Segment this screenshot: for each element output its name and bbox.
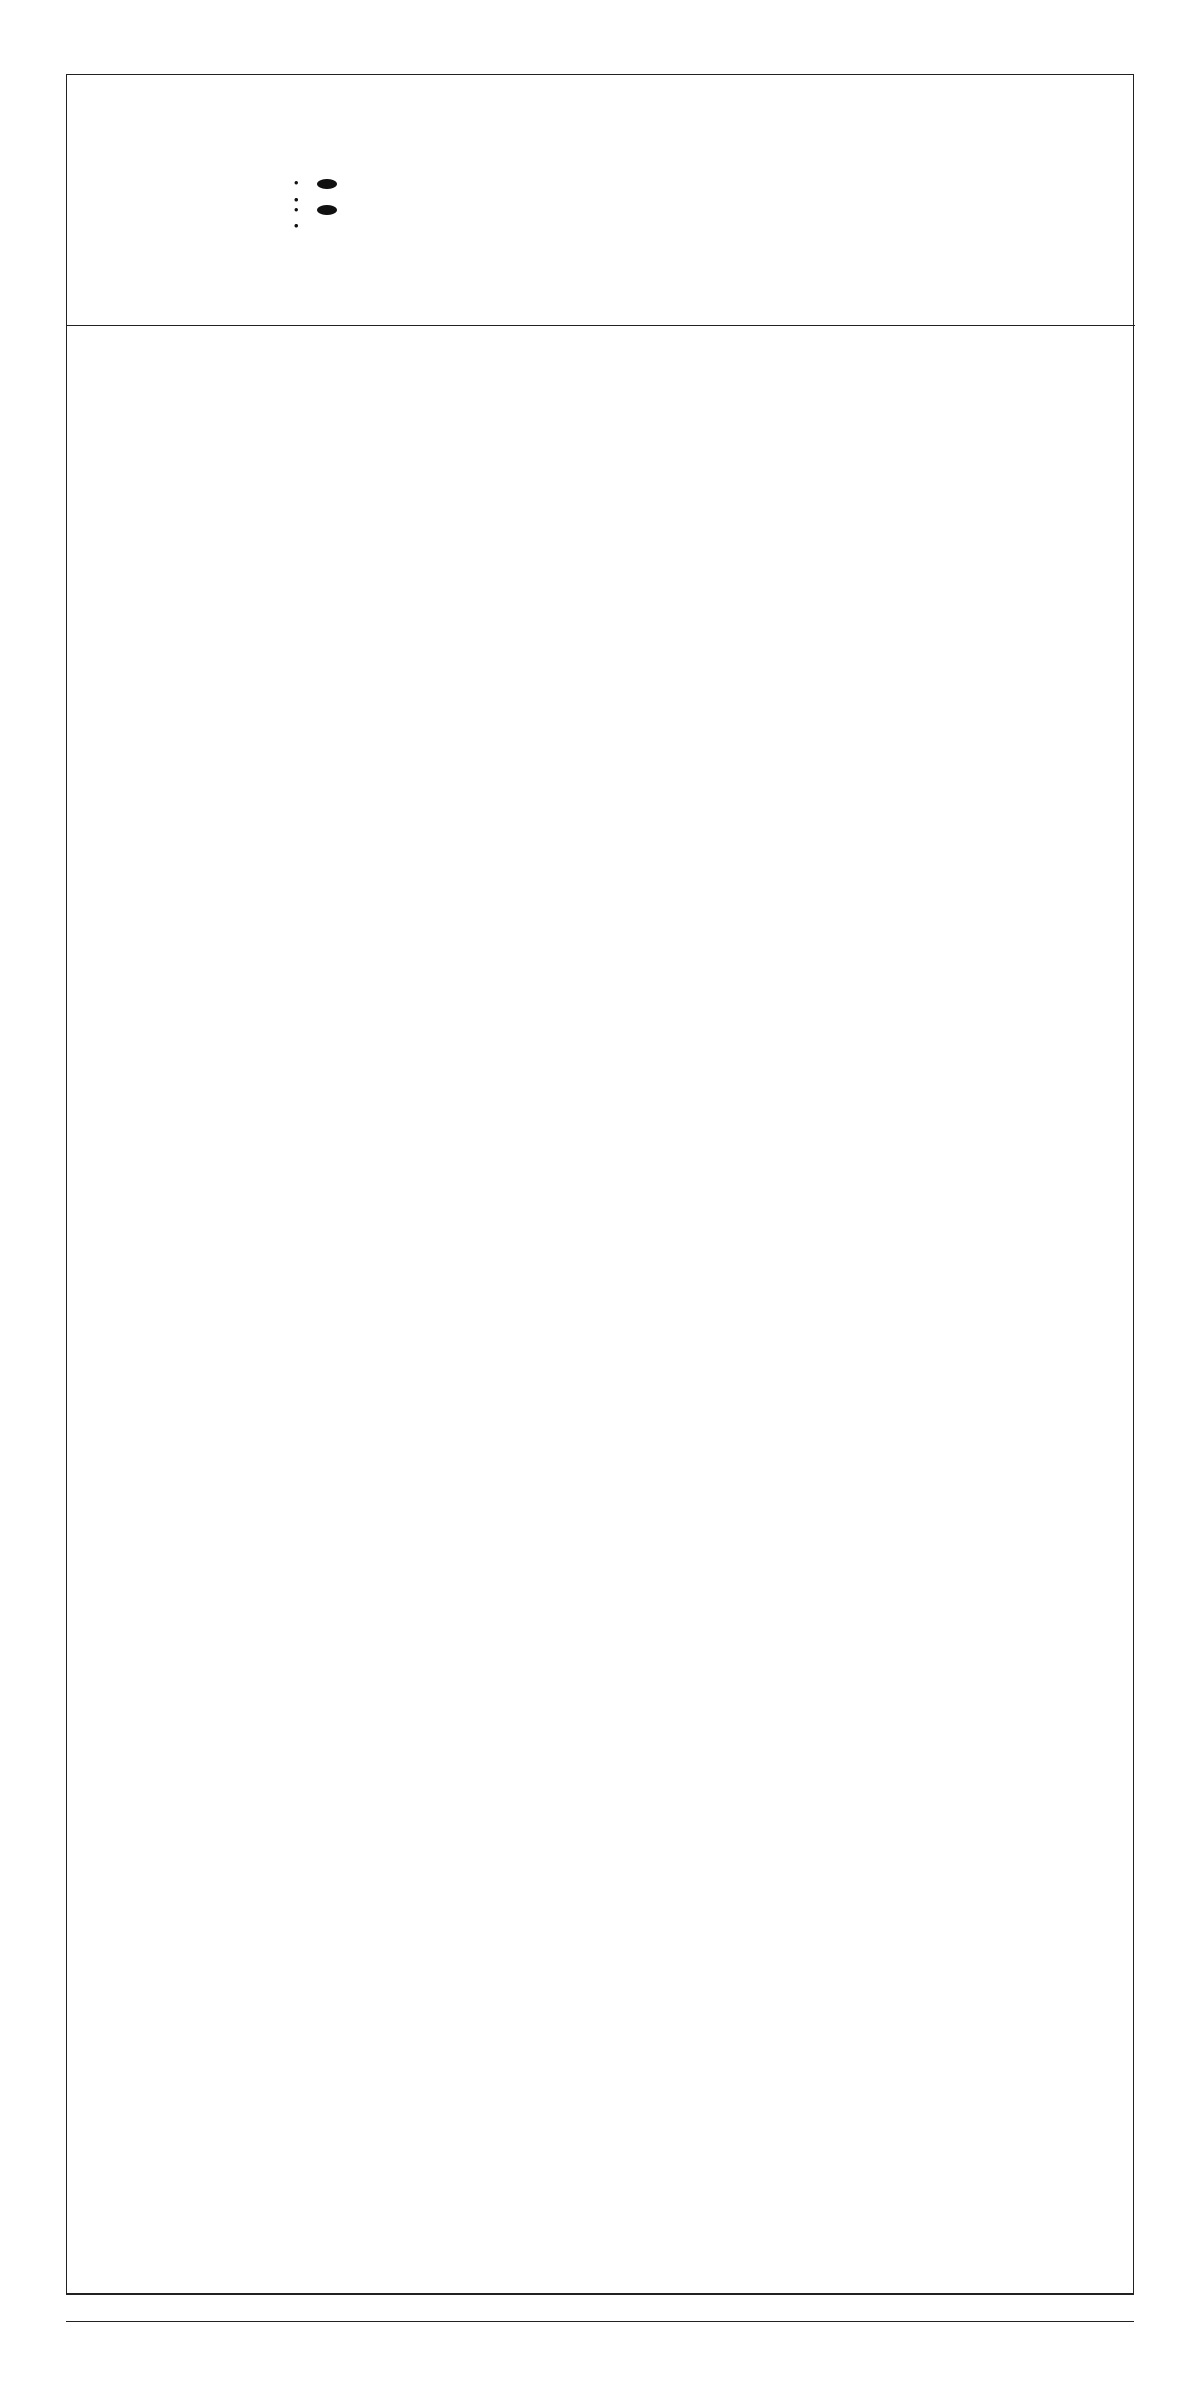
ballot-title [67, 75, 1135, 81]
ballot-header [67, 75, 1135, 326]
instructions [294, 175, 1124, 218]
instruction-en-1 [294, 175, 1124, 192]
ballot [66, 74, 1134, 2294]
ballot-id [81, 297, 102, 323]
timing-marks-bottom [0, 2332, 1200, 2352]
timing-marks-left [20, 52, 30, 2352]
instruction-es-1 [294, 202, 1124, 219]
filled-oval-icon [317, 179, 337, 189]
filled-oval-icon [317, 205, 337, 215]
timing-marks-top [0, 52, 1200, 72]
ballot-footer [66, 2294, 1134, 2322]
timing-marks-right [1170, 52, 1180, 2352]
